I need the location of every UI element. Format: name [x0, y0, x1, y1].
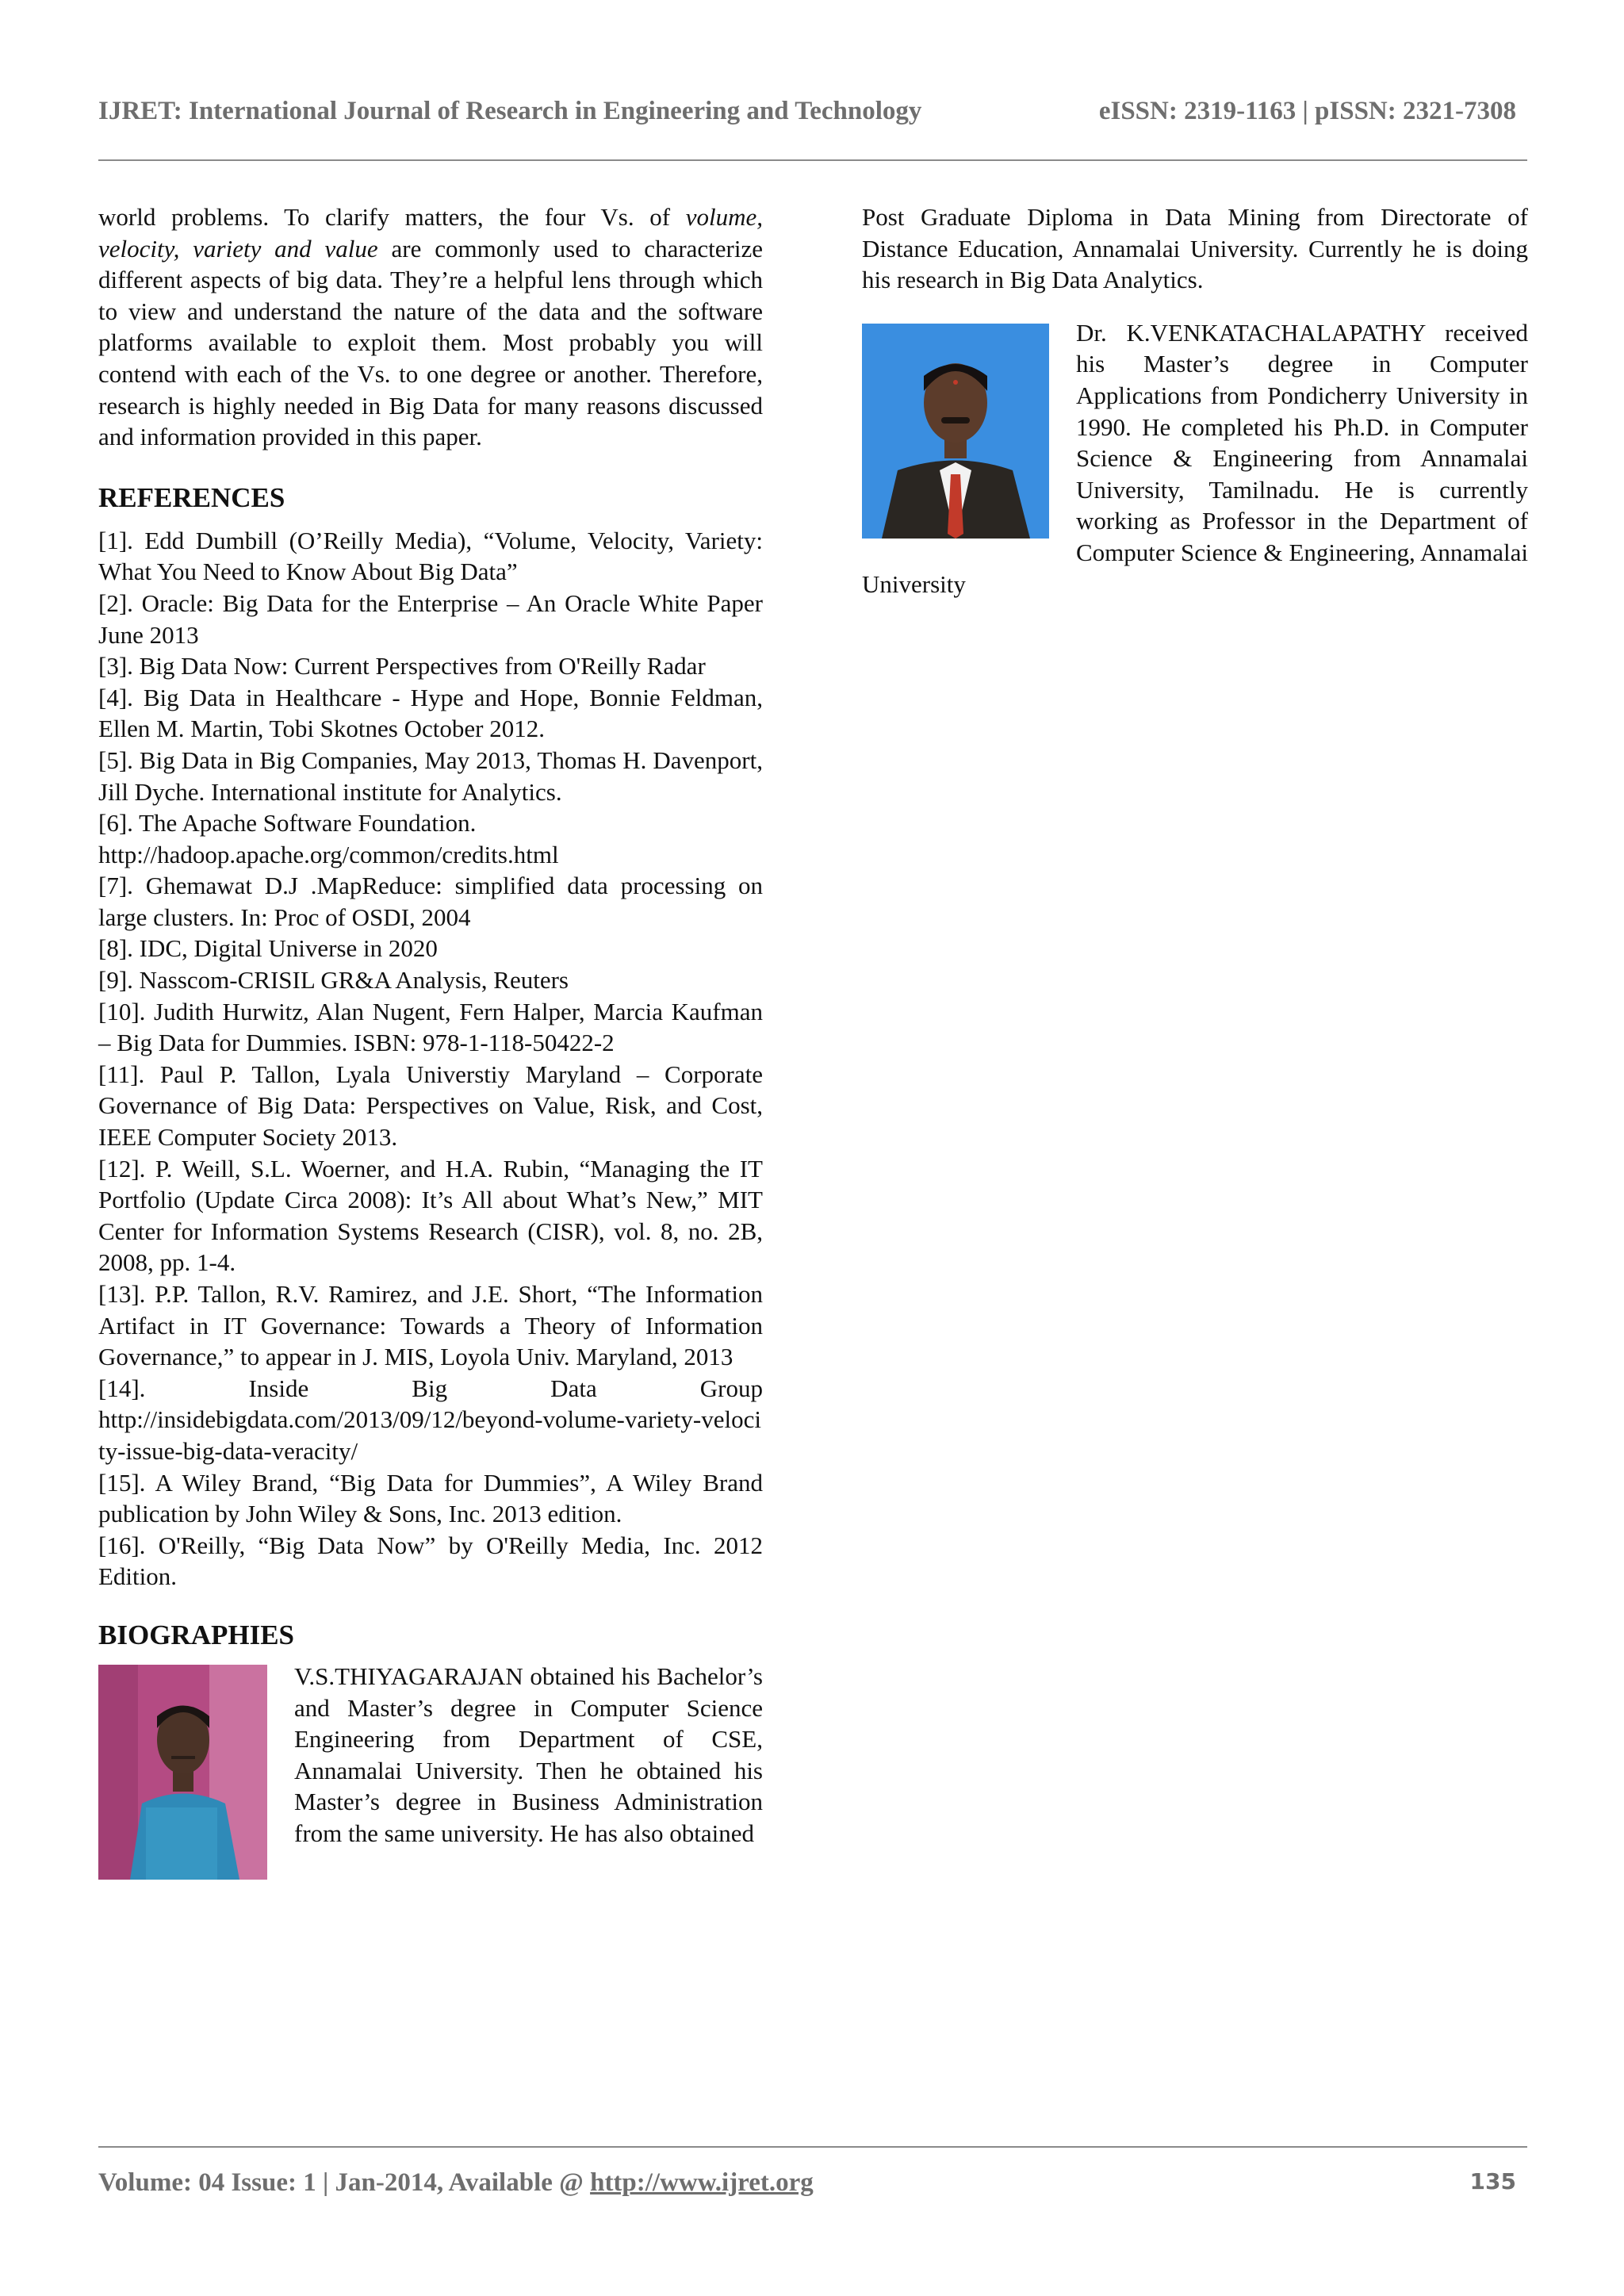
reference-item: [10]. Judith Hurwitz, Alan Nugent, Fern Halper, Marcia Kaufman – Big Data for Dummies. ISBN: 978-1-118-50422-2	[98, 997, 763, 1057]
footer-rule	[98, 2146, 1527, 2148]
journal-name: IJRET: International Journal of Research in Engineering and Technology	[98, 97, 922, 125]
page-number: 135	[1469, 2168, 1516, 2194]
reference-item: [2]. Oracle: Big Data for the Enterprise – An Oracle White Paper June 2013	[98, 588, 763, 649]
portrait-thiyagarajan-graphic	[98, 1665, 267, 1880]
author-photo-thiyagarajan	[98, 1665, 267, 1880]
intro-paragraph: world problems. To clarify matters, the four Vs. of volume, velocity, variety and value are commonly used to characterize different aspects of big data. They’re a helpful lens through which to view and understand the nature of the data and the software platforms available to exploit them. Most probably you will contend with each of the Vs. to one degree or another. Therefore, research is highly needed in Big Data for many reasons discussed and information provided in this paper.	[98, 203, 763, 451]
four-vs-italic: volume, velocity, variety and value	[98, 203, 763, 263]
reference-url: http://insidebigdata.com/2013/09/12/beyond-volume-variety-velocity-issue-big-data-veracity/	[98, 1405, 761, 1465]
reference-item: [1]. Edd Dumbill (O’Reilly Media), “Volume, Velocity, Variety: What You Need to Know About Big Data”	[98, 526, 763, 586]
reference-item: [6]. The Apache Software Foundation.	[98, 809, 477, 838]
reference-item: [15]. A Wiley Brand, “Big Data for Dummies”, A Wiley Brand publication by John Wiley & Sons, Inc. 2013 edition.	[98, 1468, 763, 1528]
portrait-venkatachalapathy-graphic	[862, 324, 1049, 539]
references-list	[98, 525, 763, 1593]
reference-item: [12]. P. Weill, S.L. Woerner, and H.A. Rubin, “Managing the IT Portfolio (Update Circa 2008): It’s All about What’s New,” MIT Center for Information Systems Research (CISR), vol. 8, no. 2B, 2008, pp. 1-4.	[98, 1154, 763, 1277]
journal-website-link[interactable]: http://www.ijret.org	[590, 2168, 814, 2197]
bio-thiyagarajan	[98, 1661, 763, 1849]
reference-url: http://hadoop.apache.org/common/credits.html	[98, 840, 559, 868]
reference-item: [8]. IDC, Digital Universe in 2020	[98, 934, 438, 963]
references-heading: REFERENCES	[98, 481, 285, 513]
running-footer	[98, 2168, 1526, 2208]
author-photo-venkatachalapathy	[862, 324, 1049, 539]
bio-venkatachalapathy	[862, 317, 1528, 600]
reference-item: [13]. P.P. Tallon, R.V. Ramirez, and J.E. Short, “The Information Artifact in IT Governance: Towards a Theory of Information Governance,” to appear in J. MIS, Loyola Univ. Maryland, 2013	[98, 1280, 763, 1371]
reference-item: [9]. Nasscom-CRISIL GR&A Analysis, Reuters	[98, 966, 569, 995]
reference-item: [11]. Paul P. Tallon, Lyala Universtiy Maryland – Corporate Governance of Big Data: Perspectives on Value, Risk, and Cost, IEEE Computer Society 2013.	[98, 1060, 763, 1152]
reference-item: [3]. Big Data Now: Current Perspectives from O'Reilly Radar	[98, 652, 706, 680]
biographies-heading: BIOGRAPHIES	[98, 1619, 294, 1650]
header-rule	[98, 159, 1527, 161]
reference-item: [5]. Big Data in Big Companies, May 2013, Thomas H. Davenport, Jill Dyche. International institute for Analytics.	[98, 746, 763, 806]
bio-thiyagarajan-continued: Post Graduate Diploma in Data Mining from Directorate of Distance Education, Annamalai University. Currently he is doing his research in Big Data Analytics.	[862, 203, 1528, 294]
left-column	[98, 201, 763, 1884]
reference-item: [4]. Big Data in Healthcare - Hype and Hope, Bonnie Feldman, Ellen M. Martin, Tobi Skotnes October 2012.	[98, 683, 763, 743]
bio-thiyagarajan-text: V.S.THIYAGARAJAN obtained his Bachelor’s and Master’s degree in Computer Science Engineering from Department of CSE, Annamalai University. Then he obtained his Master’s degree in Business Administration from the same university. He has also obtained	[294, 1662, 763, 1847]
volume-info: Volume: 04 Issue: 1 | Jan-2014, Available @ http://www.ijret.org	[98, 2168, 814, 2197]
reference-item: [7]. Ghemawat D.J .MapReduce: simplified data processing on large clusters. In: Proc of OSDI, 2004	[98, 872, 763, 931]
issn-numbers: eISSN: 2319-1163 | pISSN: 2321-7308	[1098, 97, 1516, 125]
reference-item: [14]. Inside Big Data Group	[98, 1374, 763, 1402]
running-header	[98, 97, 1526, 136]
right-column	[862, 201, 1528, 600]
reference-item: [16]. O'Reilly, “Big Data Now” by O'Reilly Media, Inc. 2012 Edition.	[98, 1531, 763, 1591]
bio-venkatachalapathy-text: Dr. K.VENKATACHALAPATHY received his Master’s degree in Computer Applications from Pondicherry University in 1990. He completed his Ph.D. in Computer Science & Engineering from Annamalai University, Tamilnadu. He is currently working as Professor in the Department of Computer Science & Engineering, Annamalai University	[862, 318, 1528, 598]
